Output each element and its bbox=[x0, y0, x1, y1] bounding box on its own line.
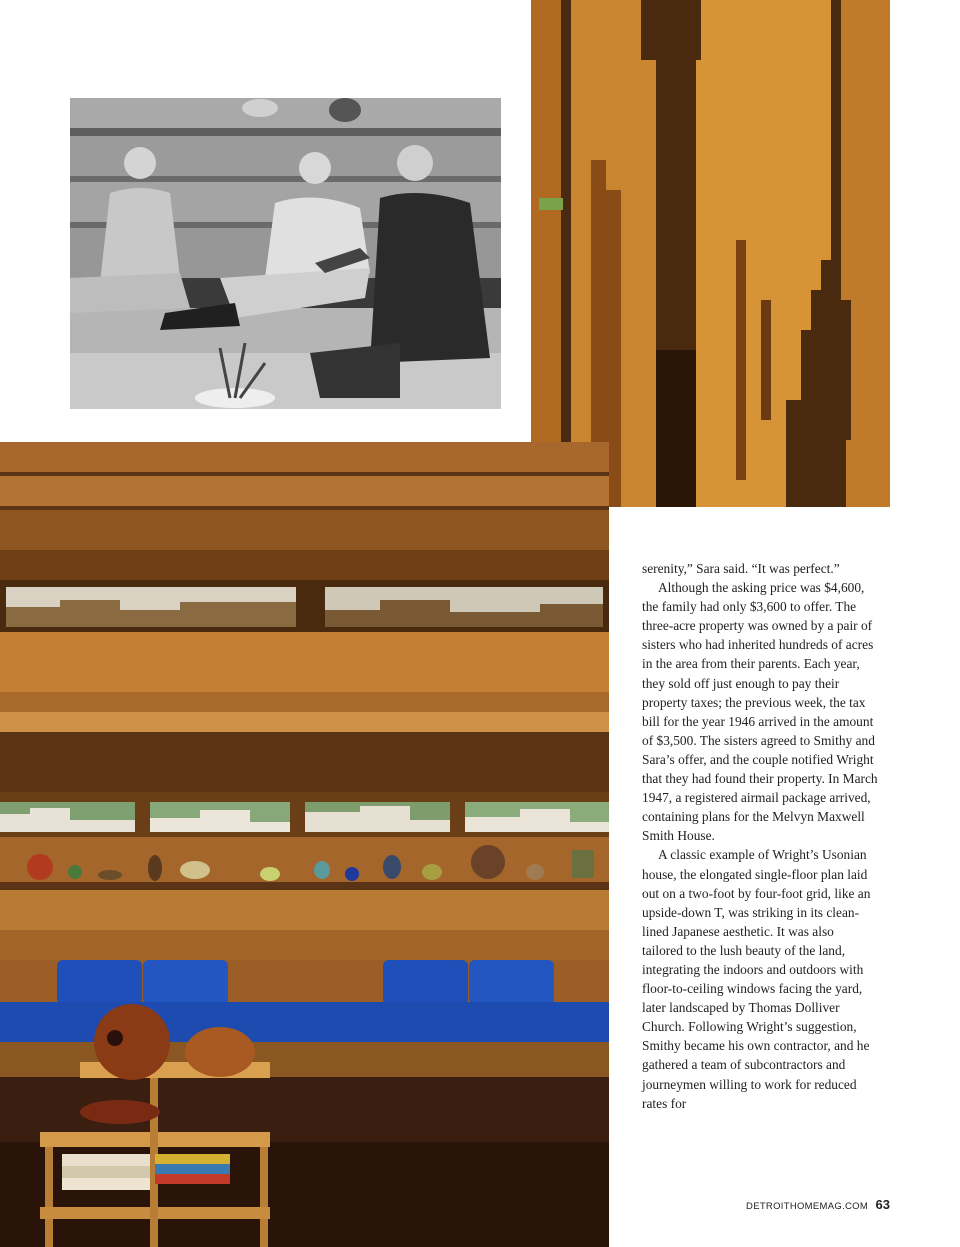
wood-screen-closeup-photo bbox=[531, 0, 890, 507]
article-paragraph: serenity,” Sara said. “It was perfect.” bbox=[642, 561, 840, 576]
page-number: 63 bbox=[875, 1197, 890, 1212]
article-paragraph: Although the asking price was $4,600, the family had only $3,600 to offer. The three-acre property was owned by a pair of sisters who had inherited hundreds of acres in the area from their parents. Each year, they sold off just enough to pay their property taxes; the previous week, the tax bill for the year 1946 arrived in the amount of $3,500. The sisters agreed to Smithy and Sara’s offer, and the couple notified Wright that they had found their property. In March 1947, a registered airmail package arrived, containing plans for the Melvyn Maxwell Smith House. bbox=[642, 580, 878, 844]
article-paragraph: A classic example of Wright’s Usonian house, the elongated single-floor plan laid out on a two-foot by four-foot grid, like an upside-down T, was striking in its clean-lined Japanese aesthetic. It was also tailored to the lush beauty of the land, integrating the indoors and outdoors with floor-to-ceiling windows facing the yard, later landscaped by Thomas Dolliver Church. Following Wright’s suggestion, Smithy became his own contractor, and he gathered a team of subcontractors and journeymen willing to work for reduced rates for bbox=[642, 847, 871, 1111]
magazine-website: DETROITHOMEMAG.COM bbox=[746, 1201, 869, 1212]
living-room-interior-photo bbox=[0, 442, 609, 1247]
archival-bw-photo bbox=[70, 98, 501, 409]
article-body bbox=[642, 559, 878, 1113]
page-folio bbox=[746, 1196, 890, 1214]
